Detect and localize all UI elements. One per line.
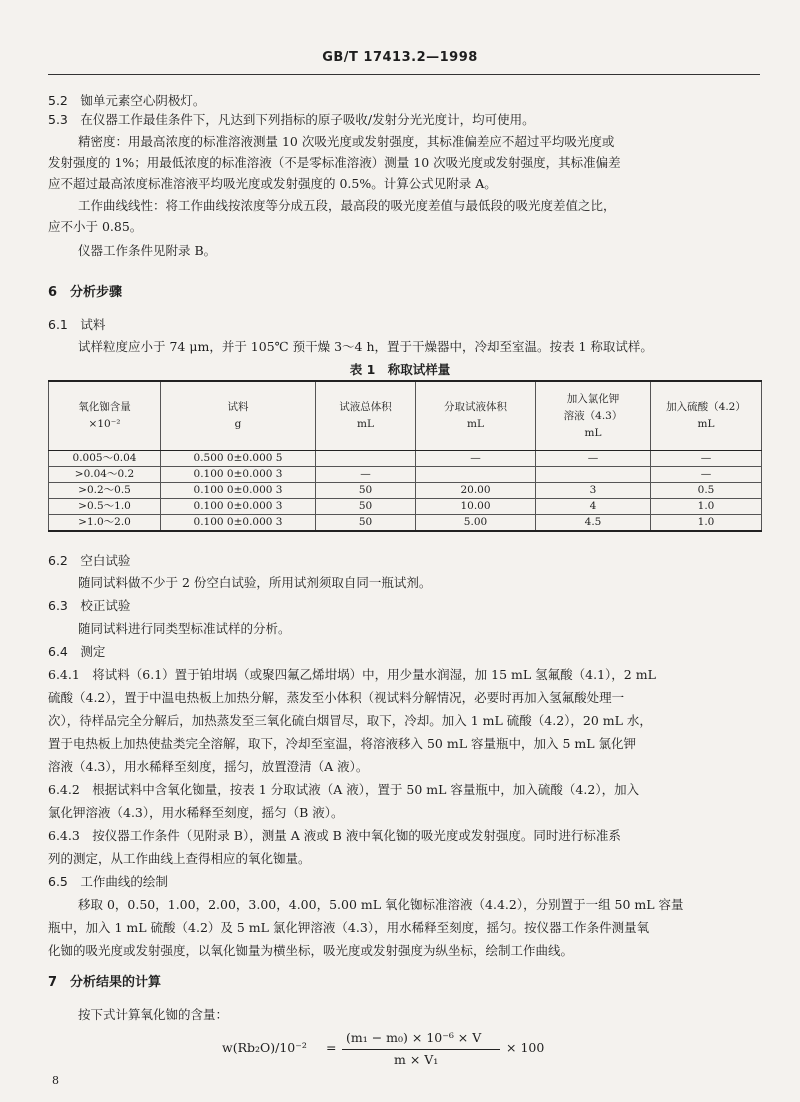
- table-header-row: [49, 381, 762, 451]
- instrument-conditions-note: 仪器工作条件见附录 B。: [78, 243, 217, 258]
- table-cell: 50: [316, 515, 416, 532]
- header-text: 溶液（4.3）: [563, 409, 623, 422]
- clause-6-4-3-line-2: 列的测定，从工作曲线上查得相应的氧化铷量。: [48, 851, 311, 866]
- col-header-kcl-added: [536, 381, 651, 451]
- table-row: [49, 483, 762, 499]
- table-cell: >1.0～2.0: [49, 515, 161, 532]
- table-cell: 0.100 0±0.000 3: [161, 467, 316, 483]
- calculation-intro: 按下式计算氧化铷的含量：: [78, 1007, 229, 1022]
- table-body: [49, 451, 762, 532]
- header-text: 试料: [227, 401, 249, 413]
- blank-test-text: 随同试料做不少于 2 份空白试验，所用试剂须取自同一瓶试剂。: [78, 575, 432, 590]
- header-text: g: [234, 418, 242, 430]
- linearity-line-1: 工作曲线线性：将工作曲线按浓度等分成五段，最高段的吸光度差值与最低段的吸光度差值之比，: [78, 198, 616, 213]
- header-text: mL: [357, 418, 374, 430]
- clause-6-4-1-line-1: 6.4.1 将试料（6.1）置于铂坩埚（或聚四氟乙烯坩埚）中，用少量水润湿，加 15 mL 氢氟酸（4.1），2 mL: [48, 667, 656, 682]
- header-text: mL: [467, 418, 484, 430]
- table-row: [49, 451, 762, 467]
- clause-5-2: 5.2 铷单元素空心阴极灯。: [48, 93, 206, 108]
- table-cell: >0.2～0.5: [49, 483, 161, 499]
- header-text: ×10⁻²: [88, 418, 121, 430]
- col-header-rb2o-content: [49, 381, 161, 451]
- table-cell: —: [536, 451, 651, 467]
- working-curve-line-2: 瓶中，加入 1 mL 硫酸（4.2）及 5 mL 氯化钾溶液（4.3），用水稀释至刻度，摇匀。按仪器工作条件测量氧: [48, 920, 650, 935]
- precision-line-3: 应不超过最高浓度标准溶液平均吸光度或发射强度的 0.5%。计算公式见附录 A。: [48, 176, 497, 191]
- table-cell: >0.04～0.2: [49, 467, 161, 483]
- table-cell: 0.100 0±0.000 3: [161, 499, 316, 515]
- header-rule: [48, 74, 760, 75]
- clause-6-4-2-line-1: 6.4.2 根据试料中含氧化铷量，按表 1 分取试液（A 液），置于 50 mL 容量瓶中，加入硫酸（4.2），加入: [48, 782, 640, 797]
- page-number: 8: [52, 1074, 59, 1087]
- header-text: mL: [697, 418, 715, 430]
- header-text: 加入硫酸（4.2）: [666, 401, 746, 413]
- header-text: 氧化铷含量: [78, 401, 131, 413]
- table-row: [49, 467, 762, 483]
- document-header: GB/T 17413.2—1998: [322, 50, 478, 65]
- table-1: [48, 380, 762, 532]
- clause-6-1: 6.1 试料: [48, 317, 106, 332]
- header-text: 分取试液体积: [444, 401, 507, 413]
- header-text: 试液总体积: [339, 401, 392, 413]
- sample-prep-text: 试样粒度应小于 74 μm，并于 105℃ 预干燥 3～4 h，置于干燥器中，冷却至室温。按表 1 称取试样。: [78, 339, 653, 354]
- clause-6-4-1-line-2: 硫酸（4.2），置于中温电热板上加热分解，蒸发至小体积（视试料分解情况，必要时再加入氢氟酸处理一: [48, 690, 625, 705]
- working-curve-line-1: 移取 0，0.50，1.00，2.00，3.00，4.00，5.00 mL 氧化铷标准溶液（4.4.2），分别置于一组 50 mL 容量: [78, 897, 684, 912]
- header-text: mL: [584, 426, 602, 439]
- formula-times-100: × 100: [506, 1040, 545, 1055]
- clause-5-3: 5.3 在仪器工作最佳条件下，凡达到下列指标的原子吸收/发射分光光度计，均可使用。: [48, 112, 535, 127]
- table-cell: 0.500 0±0.000 5: [161, 451, 316, 467]
- clause-6-3: 6.3 校正试验: [48, 598, 131, 613]
- col-header-aliquot-volume: [416, 381, 536, 451]
- precision-line-1: 精密度：用最高浓度的标准溶液测量 10 次吸光度或发射强度，其标准偏差应不超过平均吸光度或: [78, 134, 615, 149]
- table-cell: [416, 467, 536, 483]
- header-text: 加入氯化钾: [566, 392, 620, 405]
- table-cell: —: [651, 451, 762, 467]
- formula-denominator: m × V₁: [394, 1052, 439, 1067]
- section-7-heading: 7 分析结果的计算: [48, 975, 162, 990]
- table-cell: 1.0: [651, 515, 762, 532]
- section-6-heading: 6 分析步骤: [48, 285, 123, 300]
- working-curve-line-3: 化铷的吸光度或发射强度，以氧化铷量为横坐标，吸光度或发射强度为纵坐标，绘制工作曲线。: [48, 943, 574, 958]
- table-cell: 5.00: [416, 515, 536, 532]
- table-cell: 1.0: [651, 499, 762, 515]
- table-cell: 0.005～0.04: [49, 451, 161, 467]
- col-header-sample-mass: [161, 381, 316, 451]
- col-header-total-volume: [316, 381, 416, 451]
- table-cell: 3: [536, 483, 651, 499]
- clause-6-4-3-line-1: 6.4.3 按仪器工作条件（见附录 B），测量 A 液或 B 液中氧化铷的吸光度或发射强度。同时进行标准系: [48, 828, 621, 843]
- table-cell: 10.00: [416, 499, 536, 515]
- table-cell: >0.5～1.0: [49, 499, 161, 515]
- precision-line-2: 发射强度的 1%；用最低浓度的标准溶液（不是零标准溶液）测量 10 次吸光度或发射强度，其标准偏差: [48, 155, 621, 170]
- table-cell: 50: [316, 499, 416, 515]
- clause-6-4-1-line-5: 溶液（4.3），用水稀释至刻度，摇匀，放置澄清（A 液）。: [48, 759, 369, 774]
- clause-6-4-1-line-4: 置于电热板上加热使盐类完全溶解，取下，冷却至室温，将溶液移入 50 mL 容量瓶中，加入 5 mL 氯化钾: [48, 736, 637, 751]
- clause-6-5: 6.5 工作曲线的绘制: [48, 874, 168, 889]
- table-cell: 0.100 0±0.000 3: [161, 483, 316, 499]
- table-row: [49, 499, 762, 515]
- formula-equals: =: [326, 1040, 337, 1055]
- clause-6-4: 6.4 测定: [48, 644, 106, 659]
- table-cell: [316, 451, 416, 467]
- fraction-bar: [342, 1049, 500, 1050]
- table-cell: —: [651, 467, 762, 483]
- table-row: [49, 515, 762, 532]
- col-header-h2so4-added: [651, 381, 762, 451]
- table-1-caption: 表 1 称取试样量: [349, 362, 451, 377]
- linearity-line-2: 应不小于 0.85。: [48, 219, 143, 234]
- table-cell: 4: [536, 499, 651, 515]
- calibration-test-text: 随同试料进行同类型标准试样的分析。: [78, 621, 291, 636]
- table-cell: —: [416, 451, 536, 467]
- table-cell: [536, 467, 651, 483]
- table-cell: 0.100 0±0.000 3: [161, 515, 316, 532]
- clause-6-4-2-line-2: 氯化钾溶液（4.3），用水稀释至刻度，摇匀（B 液）。: [48, 805, 344, 820]
- table-cell: 50: [316, 483, 416, 499]
- formula-numerator: (m₁ − m₀) × 10⁻⁶ × V: [346, 1030, 482, 1045]
- table-cell: 0.5: [651, 483, 762, 499]
- formula-lhs: w(Rb₂O)/10⁻²: [222, 1040, 307, 1055]
- table-cell: 20.00: [416, 483, 536, 499]
- table-cell: 4.5: [536, 515, 651, 532]
- table-cell: —: [316, 467, 416, 483]
- clause-6-4-1-line-3: 次），待样品完全分解后，加热蒸发至三氧化硫白烟冒尽，取下，冷却。加入 1 mL 硫酸（4.2），20 mL 水，: [48, 713, 652, 728]
- clause-6-2: 6.2 空白试验: [48, 553, 131, 568]
